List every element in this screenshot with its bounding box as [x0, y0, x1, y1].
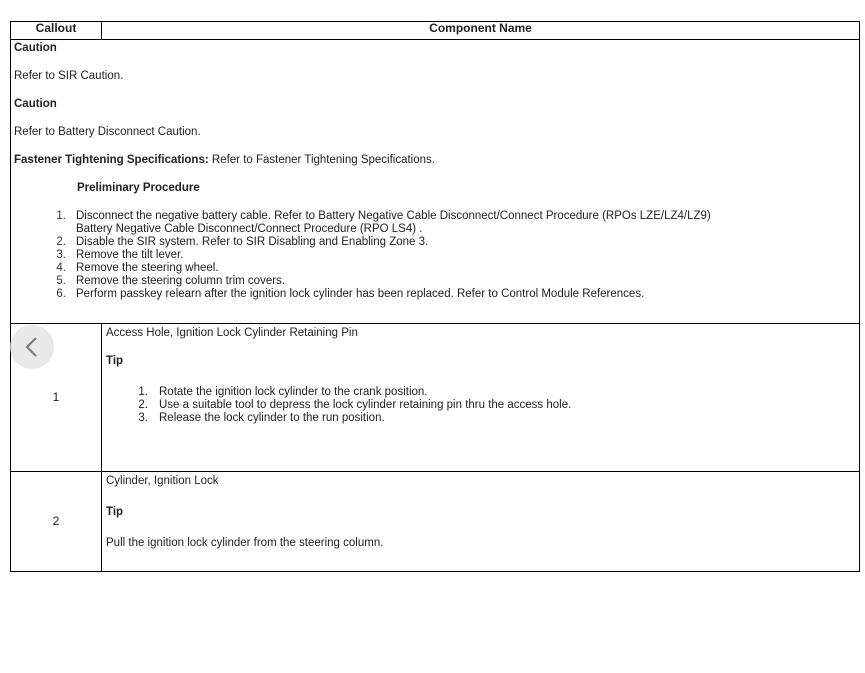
list-item: [14, 236, 856, 249]
table-header-row: [11, 22, 860, 40]
table-row: [11, 324, 860, 472]
list-item: [14, 288, 856, 301]
component-title: Cylinder, Ignition Lock: [106, 475, 219, 487]
component-cell: [102, 324, 860, 472]
fastener-text: Refer to Fastener Tightening Specifications.: [208, 154, 435, 166]
list-item: [106, 399, 855, 412]
caution-title: Caution: [14, 98, 57, 110]
tip-number: 1.: [138, 386, 148, 398]
step-text: Perform passkey relearn after the ignition lock cylinder has been replaced. Refer to Control Module References.: [76, 288, 645, 300]
intro-cell: [11, 40, 860, 324]
tip-steps: [106, 386, 855, 425]
step-number: 5.: [56, 275, 66, 287]
caution-text: Refer to Battery Disconnect Caution.: [14, 126, 201, 138]
tip-text: Rotate the ignition lock cylinder to the crank position.: [159, 386, 428, 398]
step-text: Disable the SIR system. Refer to SIR Disabling and Enabling Zone 3.: [76, 236, 429, 248]
tip-number: 3.: [138, 412, 148, 424]
tip-label: Tip: [106, 355, 124, 367]
tip-text: Release the lock cylinder to the run position.: [159, 412, 385, 424]
preliminary-steps: [14, 210, 856, 301]
step-text: Remove the steering wheel.: [76, 262, 219, 274]
step-number: 3.: [56, 249, 66, 261]
list-item: [14, 249, 856, 262]
callout-number: 1: [11, 324, 102, 472]
component-title: Access Hole, Ignition Lock Cylinder Retaining Pin: [106, 327, 358, 339]
preliminary-procedure-title: Preliminary Procedure: [77, 182, 200, 194]
callout-header: Callout: [11, 22, 102, 40]
list-item: [14, 262, 856, 275]
fastener-spec: [14, 154, 856, 167]
chevron-left-icon: [23, 335, 41, 359]
component-name-header: Component Name: [102, 22, 860, 40]
table-row: [11, 472, 860, 572]
caution-text: Refer to SIR Caution.: [14, 70, 124, 82]
previous-page-button[interactable]: [10, 325, 54, 369]
list-item: [106, 386, 855, 399]
step-text: Disconnect the negative battery cable. Refer to Battery Negative Cable Disconnect/Connect Procedure (RPOs LZE/LZ4/LZ9): [76, 210, 711, 222]
step-number: 4.: [56, 262, 66, 274]
list-item: [14, 210, 856, 236]
step-number: 6.: [56, 288, 66, 300]
tip-number: 2.: [138, 399, 148, 411]
tip-text: Use a suitable tool to depress the lock cylinder retaining pin thru the access hole.: [159, 399, 572, 411]
step-number: 1.: [56, 210, 66, 222]
step-number: 2.: [56, 236, 66, 248]
procedure-table: [10, 21, 860, 572]
list-item: [106, 412, 855, 425]
fastener-label: Fastener Tightening Specifications:: [14, 154, 209, 166]
step-text-continued: Battery Negative Cable Disconnect/Connect Procedure (RPO LS4) .: [76, 223, 423, 235]
list-item: [14, 275, 856, 288]
caution-title: Caution: [14, 42, 57, 54]
component-cell: [102, 472, 860, 572]
intro-row: [11, 40, 860, 324]
callout-number: 2: [11, 472, 102, 572]
tip-text: Pull the ignition lock cylinder from the steering column.: [106, 537, 384, 549]
tip-label: Tip: [106, 506, 124, 518]
step-text: Remove the tilt lever.: [76, 249, 184, 261]
step-text: Remove the steering column trim covers.: [76, 275, 285, 287]
